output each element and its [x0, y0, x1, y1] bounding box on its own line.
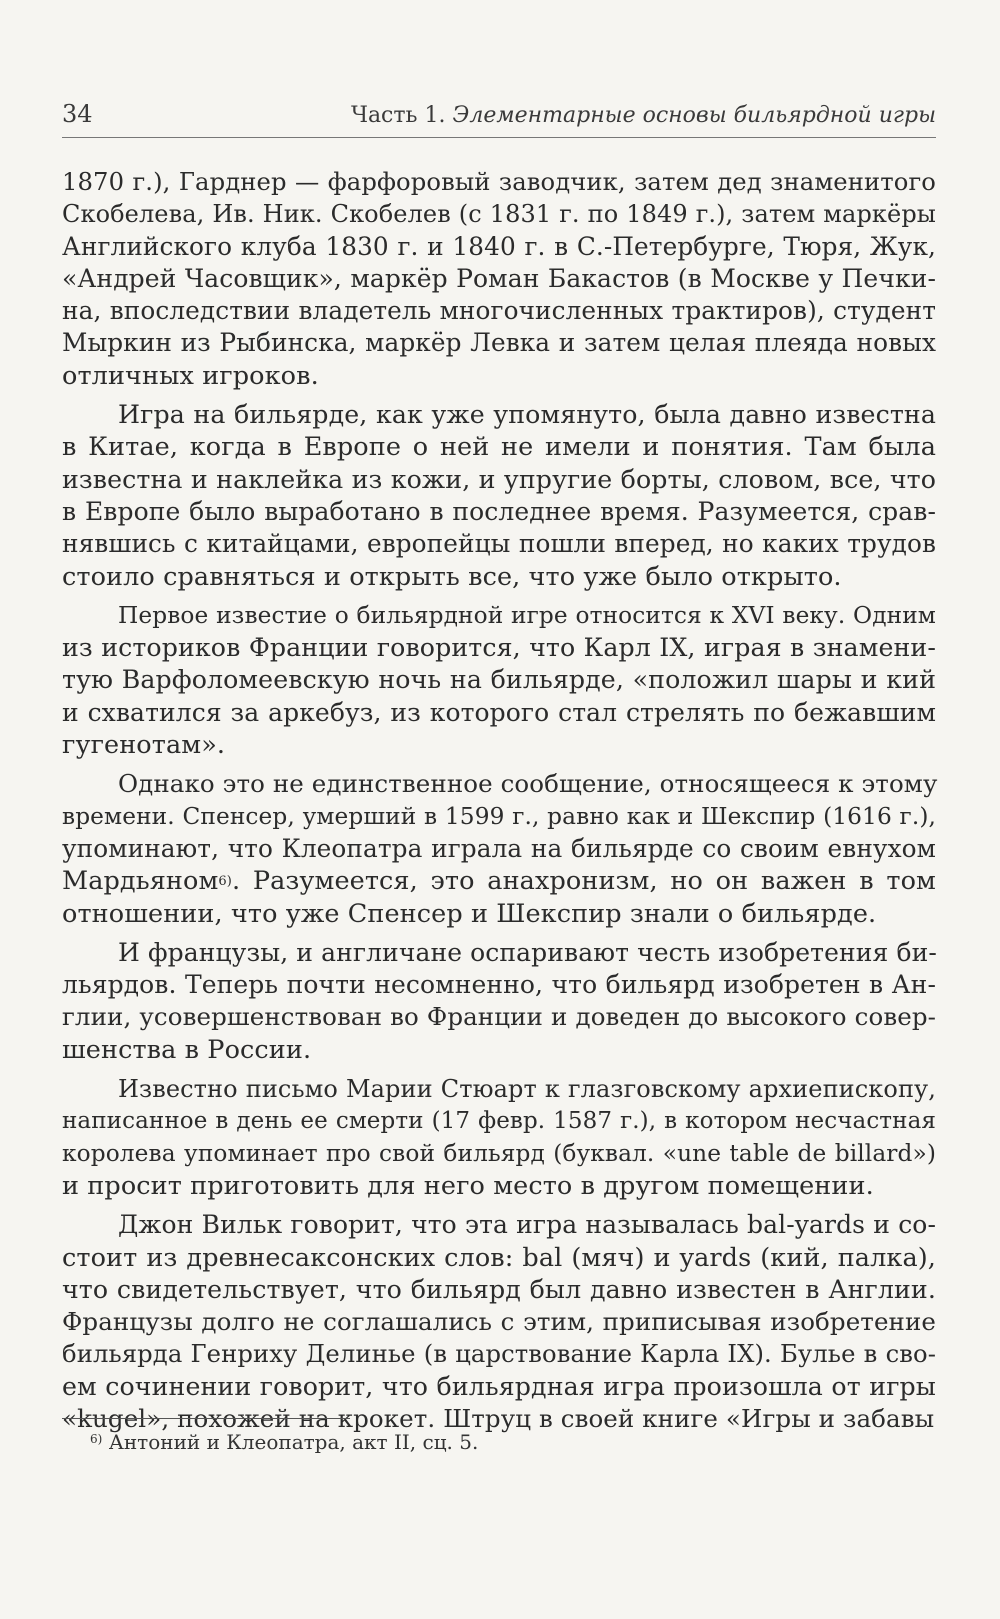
paragraph — [62, 937, 936, 1066]
text-line: нявшись с китайцами, европейцы пошли вперед, но каких трудов — [62, 529, 936, 559]
paragraph — [62, 1073, 936, 1202]
text-line: стоило сравняться и открыть все, что уже было открыто. — [62, 561, 842, 592]
text-line: в Европе было выработано в последнее время. Разумеется, срав- — [62, 496, 936, 526]
text-line: Джон Вильк говорит, что эта игра называлась bal-yards и со- — [118, 1210, 936, 1240]
line-segment: . Разумеется, это анахронизм, но он важен в том — [231, 866, 936, 897]
footnote — [90, 1430, 478, 1454]
text-line: Английского клуба 1830 г. и 1840 г. в С.-Петербурге, Тюря, Жук, — [62, 231, 936, 261]
text-line: написанное в день ее смерти (17 февр. 1587 г.), в котором несчастная — [62, 1108, 936, 1135]
text-line: Первое известие о бильярдной игре относится к XVI веку. Одним — [118, 601, 936, 629]
chapter-title: Элементарные основы бильярдной игры — [452, 103, 936, 128]
text-line: Мыркин из Рыбинска, маркёр Левка и затем целая плеяда новых — [62, 328, 936, 358]
paragraph — [62, 1209, 936, 1435]
text-line: гугенотам». — [62, 730, 226, 761]
header-rule — [62, 137, 936, 138]
text-line: ем сочинении говорит, что бильярдная игра произошла от игры — [62, 1371, 936, 1401]
part-label: Часть 1. — [350, 103, 446, 128]
paragraph — [62, 166, 936, 392]
text-line: времени. Спенсер, умерший в 1599 г., равно как и Шекспир (1616 г.), — [62, 802, 936, 830]
footnote-ref: 6) — [218, 874, 232, 890]
text-line: что свидетельствует, что бильярд был давно известен в Англии. — [62, 1274, 936, 1304]
text-line: и просит приготовить для него место в другом помещении. — [62, 1170, 874, 1201]
text-line: Скобелева, Ив. Ник. Скобелев (с 1831 г. по 1849 г.), затем маркёры — [62, 200, 936, 229]
text-line: шенства в России. — [62, 1034, 312, 1065]
text-line: королева упоминает про свой бильярд (буквал. «une table de billard») — [62, 1139, 936, 1167]
text-line: Игра на бильярде, как уже упомянуто, была давно известна — [118, 400, 936, 430]
paragraph — [62, 600, 936, 761]
paragraph — [62, 399, 936, 593]
text-line: на, впоследствии владетель многочисленных трактиров), студент — [62, 296, 936, 326]
text-line: отличных игроков. — [62, 360, 319, 391]
text-line: Однако это не единственное сообщение, относящееся к этому — [118, 769, 938, 799]
text-line: Известно письмо Марии Стюарт к глазговскому архиепископу, — [118, 1075, 936, 1104]
line-segment: Мардьяном — [62, 866, 219, 897]
body-text — [62, 166, 936, 1442]
paragraph — [62, 768, 936, 929]
text-line: из историков Франции говорится, что Карл IX, играя в знамени- — [62, 633, 936, 663]
text-line: известна и наклейка из кожи, и упругие борты, словом, все, что — [62, 464, 936, 494]
text-line: Французы долго не соглашались с этим, приписывая изобретение — [62, 1307, 936, 1337]
footnote-text: Антоний и Клеопатра, акт II, сц. 5. — [108, 1430, 479, 1454]
text-line: в Китае, когда в Европе о ней не имели и понятия. Там была — [62, 432, 936, 463]
text-line: «kugel», похожей на крокет. Штруц в своей книге «Игры и забавы — [62, 1403, 935, 1433]
text-line: И французы, и англичане оспаривают честь изобретения би- — [118, 937, 937, 967]
text-line — [62, 865, 936, 897]
footnote-marker: 6) — [90, 1432, 103, 1446]
text-line: бильярда Генриху Делинье (в царствование Карла IX). Булье в сво- — [62, 1339, 936, 1369]
text-line: глии, усовершенствован во Франции и доведен до высокого совер- — [62, 1002, 936, 1032]
text-line: отношении, что уже Спенсер и Шекспир знали о бильярде. — [62, 898, 877, 929]
page-number: 34 — [62, 100, 93, 128]
running-title — [351, 103, 936, 128]
text-line: льярдов. Теперь почти несомненно, что бильярд изобретен в Ан- — [62, 970, 936, 1000]
running-header — [62, 100, 936, 128]
text-line: стоит из древнесаксонских слов: bal (мяч) и yards (кий, палка), — [62, 1242, 936, 1273]
text-line: «Андрей Часовщик», маркёр Роман Бакастов (в Москве у Печки- — [62, 263, 936, 293]
text-line: тую Варфоломеевскую ночь на бильярде, «положил шары и кий — [62, 665, 936, 695]
footnote-rule — [62, 1418, 350, 1419]
text-line: 1870 г.), Гарднер — фарфоровый заводчик, затем дед знаменитого — [62, 167, 936, 196]
text-line: и схватился за аркебуз, из которого стал стрелять по бежавшим — [62, 697, 936, 727]
text-line: упоминают, что Клеопатра играла на бильярде со своим евнухом — [62, 833, 936, 863]
